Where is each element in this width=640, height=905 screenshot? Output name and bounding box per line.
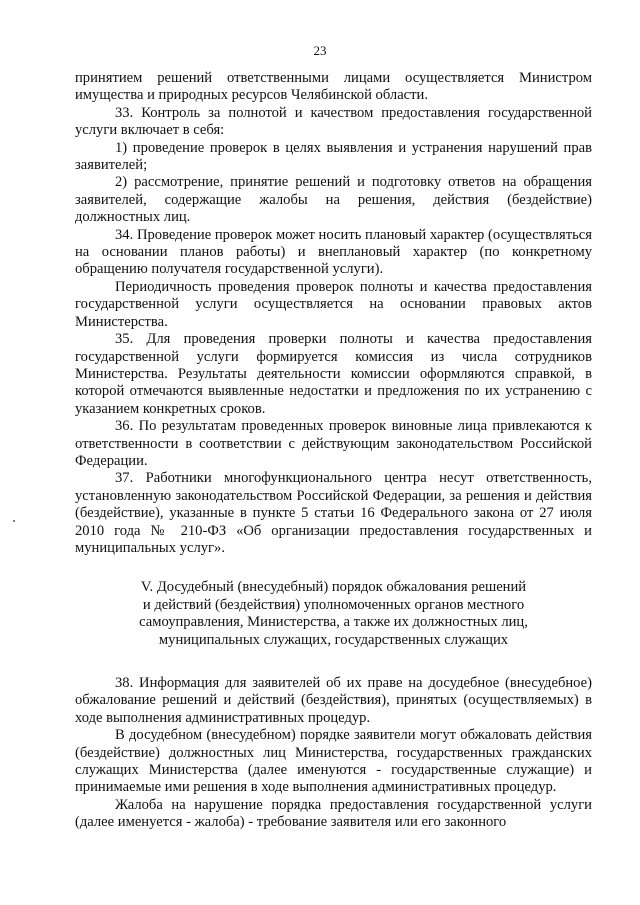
margin-mark	[13, 520, 15, 522]
paragraph: В досудебном (внесудебном) порядке заявители могут обжаловать действия (бездействие) должностных лиц Министерства, государственных гражданских служащих Министерства (далее именуются - государственные служащие) и принимаемые ими решения в ходе выполнения административных процедур.	[75, 727, 592, 796]
paragraph: принятием решений ответственными лицами осуществляется Министром имущества и природных ресурсов Челябинской области.	[75, 70, 592, 104]
paragraph: 38. Информация для заявителей об их праве на досудебное (внесудебное) обжалование решений и действий (бездействия), принятых (осуществляемых) в ходе выполнения административных процедур.	[75, 675, 592, 726]
section-heading-line: муниципальных служащих, государственных служащих	[158, 631, 509, 648]
paragraph: 34. Проведение проверок может носить плановый характер (осуществляться на основании планов работы) и внеплановый характер (по конкретному обращению получателя государственной услуги).	[75, 226, 592, 278]
section-heading-line: и действий (бездействия) уполномоченных органов местного	[142, 596, 525, 613]
paragraph: 36. По результатам проведенных проверок виновные лица привлекаются к ответственности в соответствии с действующим законодательством Российской Федерации.	[75, 418, 592, 469]
paragraph: 35. Для проведения проверки полноты и качества предоставления государственной услуги формируется комиссия из числа сотрудников Министерства. Результаты деятельности комиссии оформляются справкой, в которой отмечаются выявленные недостатки и предложения по их устранению с указанием конкретных сроков.	[75, 331, 592, 417]
section-heading-line: самоуправления, Министерства, а также их должностных лиц,	[139, 614, 528, 631]
paragraph: 37. Работники многофункционального центра несут ответственность, установленную законодательством Российской Федерации, за решения и действия (бездействие), указанные в пункте 5 статьи 16 Федерального закона от 27 июля 2010 года № 210-ФЗ «Об организации предоставления государственных и муниципальных услуг».	[75, 470, 592, 556]
section-heading	[75, 579, 592, 649]
paragraph: 2) рассмотрение, принятие решений и подготовку ответов на обращения заявителей, содержащие жалобы на решения, действия (бездействие) должностных лиц.	[75, 174, 592, 226]
paragraph: Жалоба на нарушение порядка предоставления государственной услуги (далее именуется - жалоба) - требование заявителя или его законного	[75, 796, 592, 831]
paragraph: 33. Контроль за полнотой и качеством предоставления государственной услуги включает в себя:	[75, 104, 592, 139]
paragraph: 1) проведение проверок в целях выявления и устранения нарушений прав заявителей;	[75, 139, 592, 174]
paragraph: Периодичность проведения проверок полноты и качества предоставления государственной услуги осуществляется на основании правовых актов Министерства.	[75, 278, 592, 330]
section-heading-line: V. Досудебный (внесудебный) порядок обжалования решений	[140, 579, 527, 596]
document-body	[75, 70, 592, 832]
page-number: 23	[313, 43, 327, 58]
